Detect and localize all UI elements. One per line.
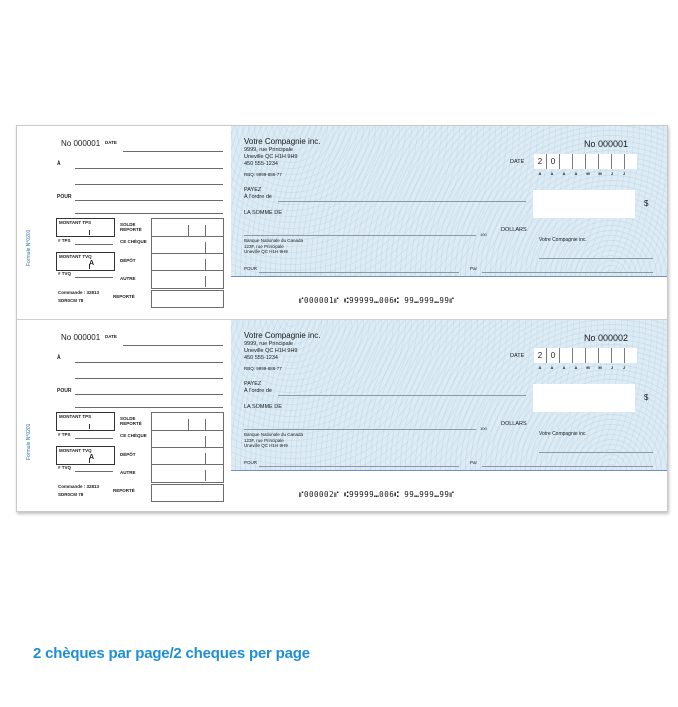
date-format-char: A xyxy=(538,171,542,176)
tvq-label: MONTANT TVQ xyxy=(59,254,92,259)
date-label: DATE xyxy=(510,159,525,165)
stub-to-label: À xyxy=(57,355,61,361)
date-digit[interactable]: 0 xyxy=(547,154,560,169)
autre-label: AUTRE xyxy=(120,470,136,475)
reporte-label: REPORTÉ xyxy=(113,488,135,493)
grid-divider xyxy=(205,453,206,464)
date-digit[interactable] xyxy=(612,348,625,363)
grid-divider xyxy=(205,470,206,481)
date-format-char: J xyxy=(622,365,626,370)
date-format xyxy=(534,171,630,176)
memo-line xyxy=(259,466,459,467)
balance-grid xyxy=(151,218,224,289)
rbq-number: RBQ: 9999-888-77 xyxy=(244,366,282,371)
signature-line xyxy=(539,258,653,259)
stub-for-line xyxy=(75,394,223,395)
stub-date-label: DATE xyxy=(105,140,117,145)
grid-divider xyxy=(205,419,206,430)
stub-date-line xyxy=(123,345,223,346)
date-format-char: A xyxy=(562,365,566,370)
amount-words-line xyxy=(244,429,476,430)
tvq-amount-box xyxy=(56,446,115,465)
depot-label: DÉPÔT xyxy=(120,258,136,263)
tps-amount-box xyxy=(56,218,115,237)
tvq-box-mark: A xyxy=(89,260,95,267)
company-name: Votre Compagnie inc. xyxy=(244,137,321,146)
grid-divider xyxy=(205,436,206,447)
tvq-label: MONTANT TVQ xyxy=(59,448,92,453)
balance-grid xyxy=(151,412,224,483)
date-digit[interactable] xyxy=(612,154,625,169)
tps-cents-divider xyxy=(89,424,90,429)
stub-for-label: POUR xyxy=(57,388,72,394)
tps-number-line xyxy=(75,244,113,245)
stub-number: No 000001 xyxy=(61,139,101,148)
amount-words-line xyxy=(244,235,476,236)
tvq-box-mark: A xyxy=(89,454,95,461)
by-label: Par xyxy=(470,460,478,465)
cheque-page-2 xyxy=(17,319,667,512)
company-address-2: Uneville QC H1H 9H9 xyxy=(244,348,298,354)
tvq-number-line xyxy=(75,471,113,472)
stub-to-line-2 xyxy=(75,378,223,379)
dollars-label: DOLLARS xyxy=(501,227,527,233)
grid-divider xyxy=(205,259,206,270)
company-address-2: Uneville QC H1H 9H9 xyxy=(244,154,298,160)
by-line xyxy=(482,466,653,467)
stub-to-line xyxy=(75,168,223,169)
stub-to-label: À xyxy=(57,161,61,167)
signature-line xyxy=(539,452,653,453)
date-label: DATE xyxy=(510,353,525,359)
date-digit[interactable] xyxy=(560,154,573,169)
company-phone: 450 555-1234 xyxy=(244,355,278,361)
payee-line xyxy=(278,201,526,202)
bank-name: Banque Nationale du Canada xyxy=(244,238,304,243)
grid-divider xyxy=(205,242,206,253)
cheque-face xyxy=(231,126,667,277)
grid-row xyxy=(152,464,223,465)
date-format-char: A xyxy=(550,171,554,176)
grid-row xyxy=(152,236,223,237)
ce-cheque-label: CE CHÈQUE xyxy=(120,433,147,438)
grid-row xyxy=(152,253,223,254)
dollar-sign: $ xyxy=(644,393,649,402)
date-format-char: M xyxy=(586,365,590,370)
cheque-stub xyxy=(17,126,230,318)
payee-label xyxy=(244,187,272,200)
date-digit[interactable]: 0 xyxy=(547,348,560,363)
tps-amount-box xyxy=(56,412,115,431)
memo-line xyxy=(259,272,459,273)
stub-date-label: DATE xyxy=(105,334,117,339)
amount-field[interactable] xyxy=(533,384,635,412)
stub-number: No 000001 xyxy=(61,333,101,342)
ce-cheque-label: CE CHÈQUE xyxy=(120,239,147,244)
amount-field[interactable] xyxy=(533,190,635,218)
date-digit[interactable] xyxy=(560,348,573,363)
depot-label: DÉPÔT xyxy=(120,452,136,457)
cheque-sheet xyxy=(16,125,668,512)
stub-for-line-2 xyxy=(75,213,223,214)
autre-label: AUTRE xyxy=(120,276,136,281)
order-of-label: À l'ordre de xyxy=(244,193,272,200)
tvq-number-line xyxy=(75,277,113,278)
tps-cents-divider xyxy=(89,230,90,235)
date-format-char: J xyxy=(610,171,614,176)
order-label: Commande : 32813 xyxy=(58,484,100,489)
cheque-face xyxy=(231,320,667,471)
date-digit[interactable] xyxy=(625,348,637,363)
date-format-char: J xyxy=(622,171,626,176)
micr-line: ⑈000002⑈ ⑆99999⑉006⑆ 99⑉999⑉99⑈ xyxy=(299,490,455,499)
amount-words-label: LA SOMME DE xyxy=(244,210,282,216)
stub-for-label: POUR xyxy=(57,194,72,200)
tps-number-label: # TPS xyxy=(58,238,71,243)
company-name: Votre Compagnie inc. xyxy=(244,331,321,340)
reporte-box xyxy=(151,290,224,308)
date-digit[interactable] xyxy=(599,348,612,363)
stub-to-line xyxy=(75,362,223,363)
payez-label: PAYEZ xyxy=(244,187,262,193)
tps-number-line xyxy=(75,438,113,439)
date-format-char: A xyxy=(538,365,542,370)
date-format-char: A xyxy=(574,365,578,370)
signature-company: Votre Compagnie inc. xyxy=(539,237,587,243)
hundred-label: 100 xyxy=(480,426,487,431)
date-digit[interactable] xyxy=(573,154,586,169)
date-field[interactable] xyxy=(534,348,637,363)
bank-info xyxy=(244,432,303,449)
grid-divider xyxy=(188,225,189,236)
reporte-label: REPORTÉ xyxy=(113,294,135,299)
rbq-number: RBQ: 9999-888-77 xyxy=(244,172,282,177)
bank-address-2: Uneville QC H1H 9H9 xyxy=(244,249,288,254)
company-phone: 450 555-1234 xyxy=(244,161,278,167)
amount-words-label: LA SOMME DE xyxy=(244,404,282,410)
solde-label: SOLDE REPORTÉ xyxy=(120,222,142,232)
reporte-box xyxy=(151,484,224,502)
order-code: SDR0CM 78 xyxy=(58,492,84,497)
date-format-char: M xyxy=(586,171,590,176)
grid-row xyxy=(152,270,223,271)
order-label: Commande : 32813 xyxy=(58,290,100,295)
stub-for-line-2 xyxy=(75,407,223,408)
cheque-number: No 000001 xyxy=(584,139,629,149)
tps-label: MONTANT TPS xyxy=(59,414,92,419)
grid-divider xyxy=(205,225,206,236)
date-digit[interactable] xyxy=(586,348,599,363)
company-address-1: 9999, rue Principale xyxy=(244,147,293,153)
payee-line xyxy=(278,395,526,396)
date-format-char: A xyxy=(574,171,578,176)
tps-label: MONTANT TPS xyxy=(59,220,92,225)
stub-to-line-2 xyxy=(75,184,223,185)
tvq-number-label: # TVQ xyxy=(58,465,72,470)
order-of-label: À l'ordre de xyxy=(244,387,272,394)
bank-info xyxy=(244,238,303,255)
cheque-page-1 xyxy=(17,126,667,318)
date-format-char: M xyxy=(598,171,602,176)
date-digit[interactable] xyxy=(625,154,637,169)
memo-label: POUR xyxy=(244,460,258,465)
tvq-number-label: # TVQ xyxy=(58,271,72,276)
tps-number-label: # TPS xyxy=(58,432,71,437)
company-address-1: 9999, rue Principale xyxy=(244,341,293,347)
micr-line: ⑈000001⑈ ⑆99999⑉006⑆ 99⑉999⑉99⑈ xyxy=(299,296,455,305)
stub-date-line xyxy=(123,151,223,152)
by-line xyxy=(482,272,653,273)
by-label: Par xyxy=(470,266,478,271)
bank-address-2: Uneville QC H1H 9H9 xyxy=(244,443,288,448)
date-digit[interactable] xyxy=(599,154,612,169)
date-format xyxy=(534,365,630,370)
bank-address-1: 123F, rue Principale xyxy=(244,243,284,249)
dollars-label: DOLLARS xyxy=(501,421,527,427)
hundred-label: 100 xyxy=(480,232,487,237)
date-digit[interactable] xyxy=(586,154,599,169)
date-format-char: M xyxy=(598,365,602,370)
date-format-char: A xyxy=(562,171,566,176)
order-code: SDR0CM 78 xyxy=(58,298,84,303)
formula-number: Formule N°0201 xyxy=(26,229,32,266)
grid-row xyxy=(152,430,223,431)
grid-divider xyxy=(205,276,206,287)
date-digit[interactable]: 2 xyxy=(534,348,547,363)
grid-divider xyxy=(188,419,189,430)
cheque-number: No 000002 xyxy=(584,333,629,343)
date-format-char: J xyxy=(610,365,614,370)
cheque-stub xyxy=(17,320,230,512)
bank-address-1: 123F, rue Principale xyxy=(244,437,284,443)
signature-company: Votre Compagnie inc. xyxy=(539,431,587,437)
stub-for-line xyxy=(75,200,223,201)
payee-label xyxy=(244,381,272,394)
formula-number: Formule N°0201 xyxy=(26,423,32,460)
date-digit[interactable] xyxy=(573,348,586,363)
date-digit[interactable]: 2 xyxy=(534,154,547,169)
tvq-amount-box xyxy=(56,252,115,271)
solde-label: SOLDE REPORTÉ xyxy=(120,416,142,426)
date-format-char: A xyxy=(550,365,554,370)
date-field[interactable] xyxy=(534,154,637,169)
payez-label: PAYEZ xyxy=(244,381,262,387)
bank-name: Banque Nationale du Canada xyxy=(244,432,304,437)
dollar-sign: $ xyxy=(644,199,649,208)
grid-row xyxy=(152,447,223,448)
caption: 2 chèques par page/2 cheques per page xyxy=(33,645,310,662)
memo-label: POUR xyxy=(244,266,258,271)
